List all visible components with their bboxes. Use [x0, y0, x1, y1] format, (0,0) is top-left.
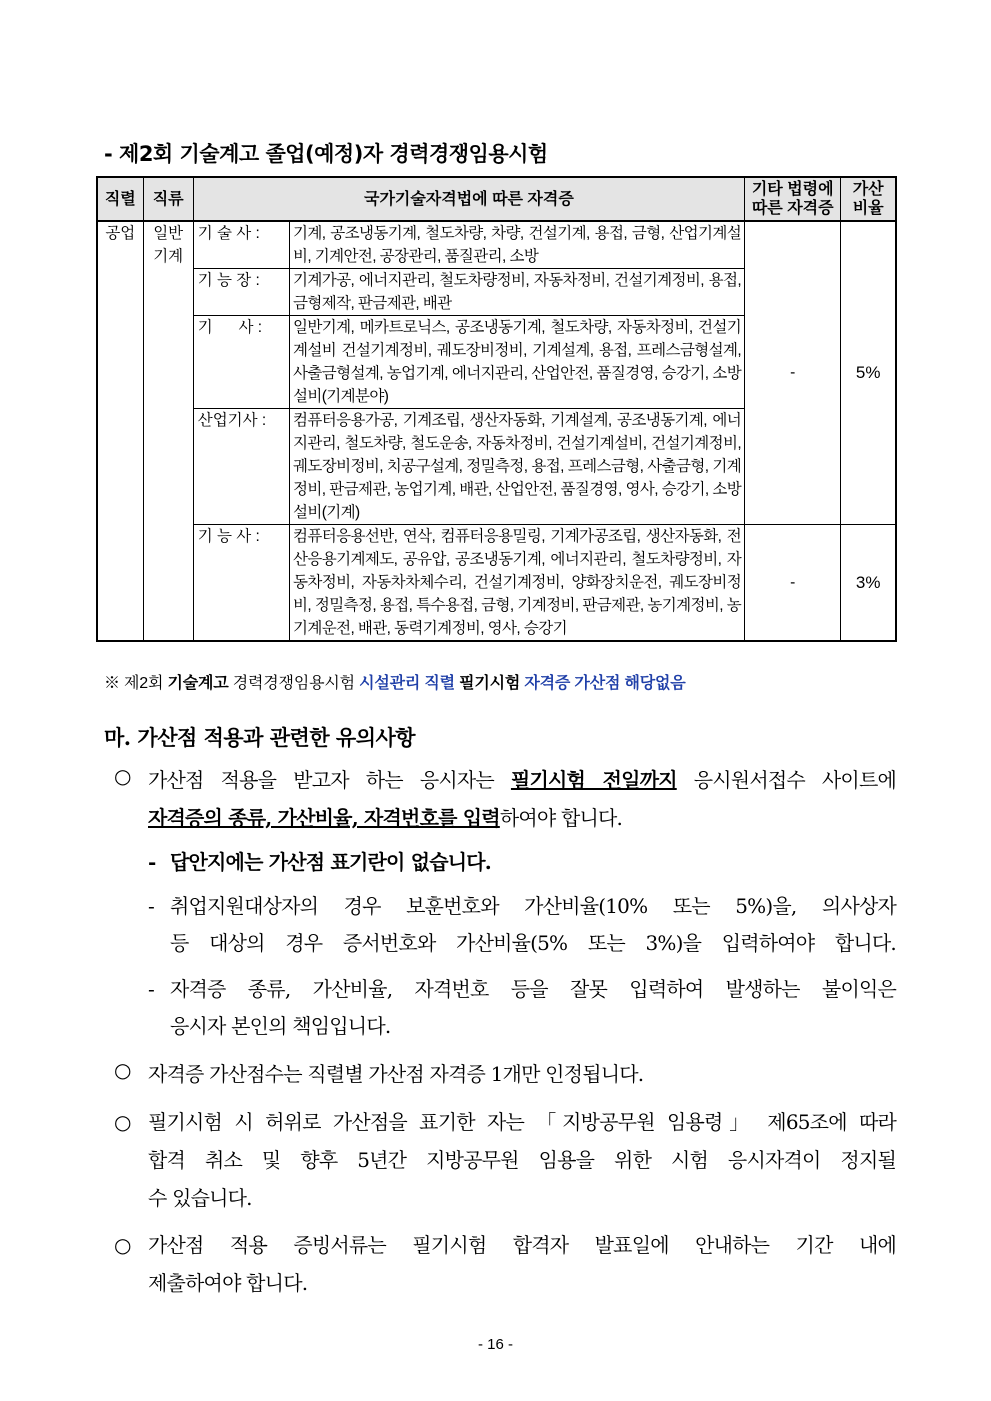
header-series: 직렬 — [97, 177, 143, 221]
header-other-law-certificate — [745, 177, 841, 221]
section-title: - 제2회 기술계고 졸업(예정)자 경력경쟁임용시험 — [104, 142, 548, 166]
header-bonus-rate — [841, 177, 896, 221]
table-row — [97, 525, 896, 642]
page-number: - 16 - — [477, 1336, 513, 1353]
grade-cell: 기 능 사 : — [193, 525, 289, 642]
note-bold-exam: 필기시험 — [459, 675, 521, 692]
d2-line2: 등 대상의 경우 증서번호와 가산비율(5% 또는 3%)을 입력하여야 합니다. — [170, 931, 896, 955]
subsection-title: 마. 가산점 적용과 관련한 유의사항 — [104, 725, 416, 750]
header-other-line1: 기타 법령에 — [751, 181, 834, 198]
p4-line1: 가산점 적용 증빙서류는 필기시험 합격자 발표일에 안내하는 기간 내에 — [148, 1233, 896, 1257]
series-cell: 공업 — [97, 221, 143, 641]
grade-cell: 기 술 사 : — [193, 221, 289, 269]
header-rate-line2: 비율 — [852, 200, 884, 217]
items-cell: 컴퓨터응용가공, 기계조립, 생산자동화, 기계설계, 공조냉동기계, 에너지관리, 철도차량, 철도운송, 자동차정비, 건설기계설비, 건설기계정비, 궤도장비정비, 치공구설계, 정밀측정, 용접, 프레스금형, 사출금형, 기계정비, 판금제관, 농업기계, 배관, 산업안전, 품질경영, 영사, 승강기, 소방설비(기계) — [289, 409, 744, 525]
table-row — [97, 221, 896, 269]
p1-text: 응시원서접수 사이트에 — [676, 768, 896, 792]
p4-line2: 제출하여야 합니다. — [148, 1271, 308, 1295]
grade-cell: 기 사 : — [193, 316, 289, 409]
p3-line1: 필기시험 시 허위로 가산점을 표기한 자는 「지방공무원 임용령」 제65조에 따라 — [148, 1110, 896, 1134]
category-line1: 일반 — [153, 225, 184, 242]
table-header-row — [97, 177, 896, 221]
p1-line2 — [148, 799, 622, 837]
p1-emphasis-input: 자격증의 종류, 가산비율, 자격번호를 입력 — [148, 806, 500, 830]
p3-line2: 합격 취소 및 향후 5년간 지방공무원 임용을 위한 시험 응시자격이 정지될 — [148, 1148, 896, 1172]
rate-cell-group1: 5% — [841, 221, 896, 525]
p1-emphasis-deadline: 필기시험 전일까지 — [510, 768, 677, 792]
note-blue-series: 시설관리 직렬 — [359, 675, 455, 692]
d3-line2: 응시자 본인의 책임입니다. — [170, 1014, 391, 1038]
d2-line1: 취업지원대상자의 경우 보훈번호와 가산비율(10% 또는 5%)을, 의사상자 — [170, 894, 896, 918]
table-note — [104, 670, 685, 693]
p1-text: 하여야 합니다. — [499, 806, 623, 830]
bullet-circle-icon: ○ — [114, 1058, 132, 1082]
d3-line1: 자격증 종류, 가산비율, 자격번호 등을 잘못 입력하여 발생하는 불이익은 — [170, 977, 896, 1001]
other-cert-cell-group1: - — [745, 221, 841, 525]
bullet-circle-icon: ○ — [114, 1110, 132, 1134]
p3-line3: 수 있습니다. — [148, 1186, 252, 1210]
dash-icon: - — [148, 977, 154, 1001]
category-line2: 기계 — [153, 248, 184, 265]
header-category: 직류 — [143, 177, 193, 221]
dash-icon: - — [148, 850, 156, 874]
dash-icon: - — [148, 894, 154, 918]
items-cell: 기계가공, 에너지관리, 철도차량정비, 자동차정비, 건설기계정비, 용접, 금형제작, 판금제관, 배관 — [289, 269, 744, 316]
grade-cell: 기 능 장 : — [193, 269, 289, 316]
note-mid: 경력경쟁임용시험 — [228, 675, 360, 692]
rate-cell-group2: 3% — [841, 525, 896, 642]
bullet-circle-icon: ○ — [114, 764, 132, 788]
header-national-certificate: 국가기술자격법에 따른 자격증 — [193, 177, 744, 221]
d1-text: 답안지에는 가산점 표기란이 없습니다. — [170, 850, 491, 874]
note-bold-school: 기술계고 — [167, 675, 229, 692]
p1-text: 가산점 적용을 받고자 하는 응시자는 — [148, 768, 511, 792]
note-prefix: ※ 제2회 — [104, 675, 168, 692]
items-cell: 일반기계, 메카트로닉스, 공조냉동기계, 철도차량, 자동차정비, 건설기계설비 건설기계정비, 궤도장비정비, 기계설계, 용접, 프레스금형설계, 사출금형설계, 농업기계, 에너지관리, 산업안전, 품질경영, 승강기, 소방설비(기계분야) — [289, 316, 744, 409]
grade-cell: 산업기사 : — [193, 409, 289, 525]
header-rate-line1: 가산 — [852, 181, 884, 198]
category-cell — [143, 221, 193, 641]
items-cell: 기계, 공조냉동기계, 철도차량, 차량, 건설기계, 용접, 금형, 산업기계설비, 기계안전, 공장관리, 품질관리, 소방 — [289, 221, 744, 269]
bullet-circle-icon: ○ — [114, 1233, 132, 1257]
items-cell: 컴퓨터응용선반, 연삭, 컴퓨터응용밀링, 기계가공조립, 생산자동화, 전산응용기계제도, 공유압, 공조냉동기계, 에너지관리, 철도차량정비, 자동차정비, 자동차차체수리, 건설기계정비, 양화장치운전, 궤도장비정비, 정밀측정, 용접, 특수용접, 금형, 기계정비, 판금제관, 농기계정비, 농기계운전, 배관, 동력기계정비, 영사, 승강기 — [289, 525, 744, 642]
p1-line1 — [148, 761, 896, 799]
certificate-table — [96, 176, 897, 642]
other-cert-cell-group2: - — [745, 525, 841, 642]
note-blue-none: 자격증 가산점 해당없음 — [524, 675, 686, 692]
header-other-line2: 따른 자격증 — [751, 200, 834, 217]
p2-text: 자격증 가산점수는 직렬별 가산점 자격증 1개만 인정됩니다. — [148, 1062, 644, 1086]
